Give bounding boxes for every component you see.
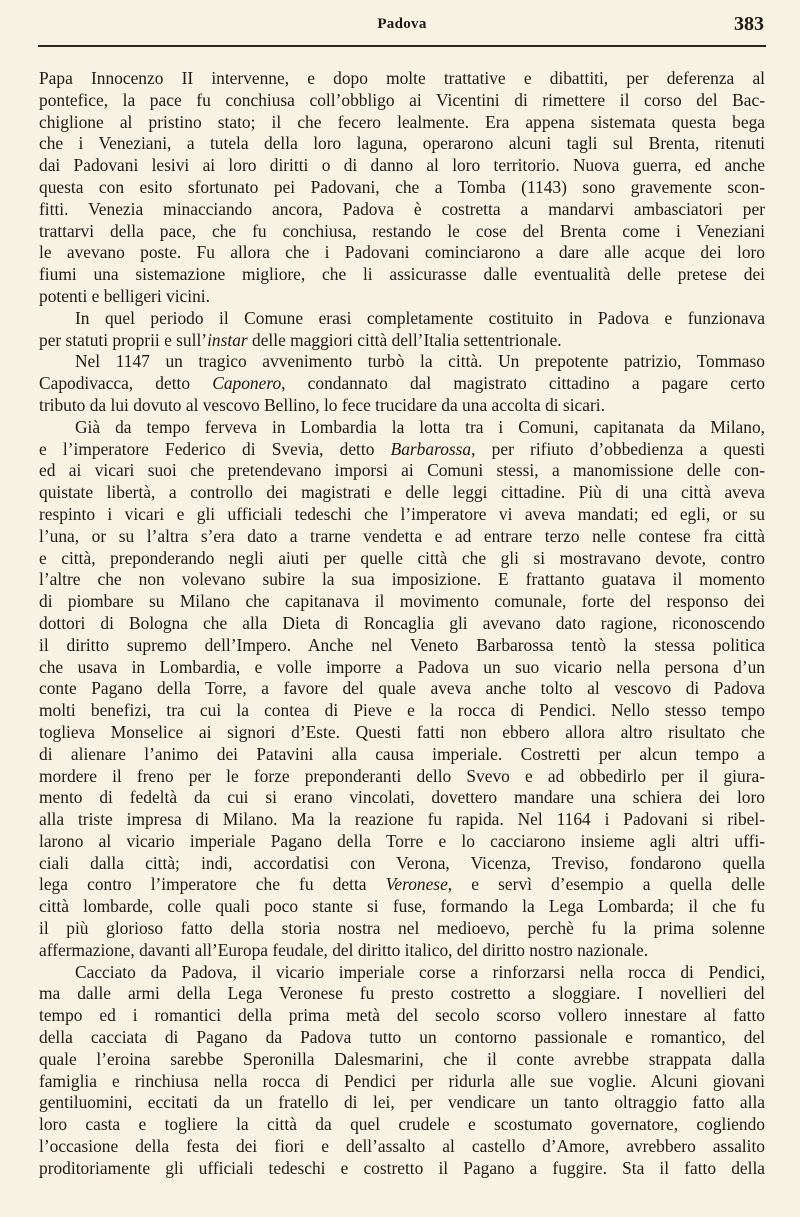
text-run: l’altre che non volevano subire la sua imposizione. E frattanto guatava il momento xyxy=(39,569,765,590)
text-line xyxy=(39,133,765,155)
text-run: che usava in Lombardia, e volle imporre a Padova un suo vicario nella persona d’un xyxy=(39,656,765,677)
text-line xyxy=(39,700,765,722)
text-run: loro casta e togliere la città da quel crudele e scostumato governatore, cogliendo xyxy=(39,1114,765,1135)
text-run: conte Pagano della Torre, a favore del quale aveva anche tolto al vescovo di Padova xyxy=(39,678,765,699)
text-line xyxy=(39,940,765,962)
text-line xyxy=(39,460,765,482)
text-line xyxy=(39,1114,765,1136)
text-run: larono al vicario imperiale Pagano della Torre e lo cacciarono insieme agli altri uffi- xyxy=(39,830,765,851)
text-line xyxy=(39,548,765,570)
text-line xyxy=(39,874,765,896)
text-line xyxy=(39,722,765,744)
text-line xyxy=(39,635,765,657)
text-run: affermazione, davanti all’Europa feudale, del diritto italico, del diritto nostro nazionale. xyxy=(39,939,649,960)
text-line xyxy=(39,766,765,788)
text-run: dai Padovani lesivi ai loro diritti o di danno al loro territorio. Nuova guerra, ed anche xyxy=(39,155,765,176)
text-line xyxy=(39,1005,765,1027)
text-run: molti benefizi, tra cui la contea di Pieve e la rocca di Pendici. Nello stesso tempo xyxy=(39,700,765,721)
text-run: ciali dalla città; indi, accordatisi con Verona, Vicenza, Treviso, fondarono quella xyxy=(39,852,765,873)
text-run: proditoriamente gli ufficiali tedeschi e costretto il Pagano a fuggire. Sta il fatto della xyxy=(39,1157,765,1178)
text-line xyxy=(39,177,765,199)
text-line xyxy=(39,112,765,134)
text-line xyxy=(39,1071,765,1093)
text-line xyxy=(39,591,765,613)
text-run: lega contro l’imperatore che fu detta xyxy=(39,874,386,895)
text-run: chiglione al pristino stato; il che fecero lealmente. Era appena sistemata questa bega xyxy=(39,111,765,132)
text-run: che i Veneziani, a tutela della loro laguna, operarono alcuni tagli sul Brenta, ritenuti xyxy=(39,133,765,154)
text-run: respinto i vicari e gli ufficiali tedeschi che l’imperatore vi aveva mandati; ed egli, or su xyxy=(39,503,765,524)
text-line xyxy=(39,373,765,395)
text-line xyxy=(39,90,765,112)
text-run: Cacciato da Padova, il vicario imperiale corse a rinforzarsi nella rocca di Pendici, xyxy=(75,961,765,982)
header-rule xyxy=(38,45,766,47)
text-line xyxy=(39,199,765,221)
text-run: trattarvi della pace, che fu conchiusa, restando le cose del Brenta come i Veneziani xyxy=(39,220,765,241)
text-line xyxy=(39,264,765,286)
text-line xyxy=(39,787,765,809)
text-run: di alienare l’animo dei Patavini alla causa imperiale. Costretti per alcun tempo a xyxy=(39,743,765,764)
text-line xyxy=(39,439,765,461)
italic-term: instar xyxy=(207,329,248,350)
text-line xyxy=(39,1158,765,1180)
text-line xyxy=(39,657,765,679)
text-run: potenti e belligeri vicini. xyxy=(39,285,210,306)
text-line xyxy=(39,351,765,373)
text-run: il più glorioso fatto della storia nostra nel medioevo, perchè fu la prima solenne xyxy=(39,918,765,939)
text-run: , per rifiuto d’obbedienza a questi xyxy=(471,438,765,459)
text-run: il diritto supremo dell’Impero. Anche nel Veneto Barbarossa tentò la stessa politica xyxy=(39,634,765,655)
body-text xyxy=(39,68,765,1180)
text-line xyxy=(39,482,765,504)
text-line xyxy=(39,1092,765,1114)
text-line xyxy=(39,504,765,526)
text-run: Capodivacca, detto xyxy=(39,373,213,394)
text-run: e città, preponderando negli aiuti per quelle città che gli si mostravano devote, contro xyxy=(39,547,765,568)
text-run: tributo da lui dovuto al vescovo Bellino, lo fece trucidare da una accolta di sicari. xyxy=(39,394,605,415)
text-run: , e servì d’esempio a quella delle xyxy=(447,874,765,895)
text-run: Nel 1147 un tragico avvenimento turbò la città. Un prepotente patrizio, Tommaso xyxy=(75,351,765,372)
text-run: l’occasione della festa dei fiori e dell’assalto al castello d’Amore, avrebbero assalito xyxy=(39,1136,765,1157)
text-run: di piombare su Milano che capitanava il movimento comunale, forte del responso dei xyxy=(39,591,765,612)
text-line xyxy=(39,678,765,700)
text-line xyxy=(39,526,765,548)
text-line xyxy=(39,286,765,308)
text-line xyxy=(39,896,765,918)
text-run: Papa Innocenzo II intervenne, e dopo molte trattative e dibattiti, per deferenza al xyxy=(39,68,765,88)
text-line xyxy=(39,918,765,940)
text-line xyxy=(39,330,765,352)
text-run: , condannato dal magistrato cittadino a pagare certo xyxy=(281,373,765,394)
page-number: 383 xyxy=(734,13,764,35)
text-run: ed ai vicari suoi che pretendevano imporsi ai Comuni stessi, a manomissione delle con- xyxy=(39,460,765,481)
text-run: pontefice, la pace fu conchiusa coll’obbligo ai Vicentini di rimettere il corso del Bac- xyxy=(39,89,765,110)
text-run: Già da tempo ferveva in Lombardia la lotta tra i Comuni, capitanata da Milano, xyxy=(75,416,765,437)
italic-term: Caponero xyxy=(212,373,282,394)
text-line xyxy=(39,68,765,90)
text-run: mento di fedeltà da cui si erano vincolati, dovettero mandare una schiera dei loro xyxy=(39,787,765,808)
text-run: per statuti proprii e sull’ xyxy=(39,329,208,350)
running-title: Padova xyxy=(377,16,427,32)
text-run: le avevano poste. Fu allora che i Padovani cominciarono a dare alle acque dei loro xyxy=(39,242,765,263)
text-line xyxy=(39,962,765,984)
text-line xyxy=(39,809,765,831)
text-run: toglieva Monselice ai signori d’Este. Questi fatti non ebbero allora altro risultato che xyxy=(39,721,765,742)
text-run: città lombarde, colle quali poco stante si fuse, formando la Lega Lombarda; il che fu xyxy=(39,896,765,917)
text-run: mordere il freno per le forze preponderanti dello Svevo e ad obbedirlo per il giura- xyxy=(39,765,765,786)
text-run: quistate libertà, a controllo dei magistrati e delle leggi cittadine. Più di una città aveva xyxy=(39,482,765,503)
italic-term: Veronese xyxy=(385,874,448,895)
text-run: In quel periodo il Comune erasi completamente costituito in Padova e funzionava xyxy=(75,307,765,328)
text-line xyxy=(39,744,765,766)
text-run: delle maggiori città dell’Italia settentrionale. xyxy=(247,329,562,350)
text-line xyxy=(39,308,765,330)
text-line xyxy=(39,613,765,635)
text-line xyxy=(39,853,765,875)
italic-term: Barbarossa xyxy=(390,438,472,459)
text-line xyxy=(39,569,765,591)
text-line xyxy=(39,242,765,264)
text-run: questa con esito sfortunato pei Padovani, che a Tomba (1143) sono gravemente scon- xyxy=(39,176,765,197)
text-line xyxy=(39,983,765,1005)
text-run: famiglia e rinchiusa nella rocca di Pendici per ridurla alle sue voglie. Alcuni giovani xyxy=(39,1070,765,1091)
text-line xyxy=(39,1027,765,1049)
text-run: alla triste impresa di Milano. Ma la reazione fu rapida. Nel 1164 i Padovani si ribel- xyxy=(39,809,765,830)
text-run: l’una, or su l’altra s’era dato a trarne vendetta e ad entrare terzo nelle contese fra città xyxy=(39,525,765,546)
text-line xyxy=(39,1049,765,1071)
text-run: ma dalle armi della Lega Veronese fu presto costretto a sloggiare. I novellieri del xyxy=(39,983,765,1004)
text-line xyxy=(39,831,765,853)
text-run: quale l’eroina sarebbe Speronilla Dalesmarini, che il conte avrebbe strappata dalla xyxy=(39,1048,765,1069)
text-run: tempo ed i romantici della prima metà del secolo scorso vollero innestare al fatto xyxy=(39,1005,765,1026)
text-run: dottori di Bologna che alla Dieta di Roncaglia gli avevano dato ragione, riconoscendo xyxy=(39,612,765,633)
text-line xyxy=(39,417,765,439)
page-header xyxy=(40,10,764,44)
text-line xyxy=(39,221,765,243)
text-line xyxy=(39,1136,765,1158)
text-run: gentiluomini, eccitati da un fratello di lei, per vendicare un tanto oltraggio fatto alla xyxy=(39,1092,765,1113)
text-run: e l’imperatore Federico di Svevia, detto xyxy=(39,438,391,459)
text-run: fiumi una sistemazione migliore, che li assicurasse dalle eventualità delle pretese dei xyxy=(39,264,765,285)
text-run: fitti. Venezia minacciando ancora, Padova è costretta a mandarvi ambasciatori per xyxy=(39,198,765,219)
text-line xyxy=(39,155,765,177)
text-line xyxy=(39,395,765,417)
text-run: della cacciata di Pagano da Padova tutto un contorno passionale e romantico, del xyxy=(39,1027,765,1048)
